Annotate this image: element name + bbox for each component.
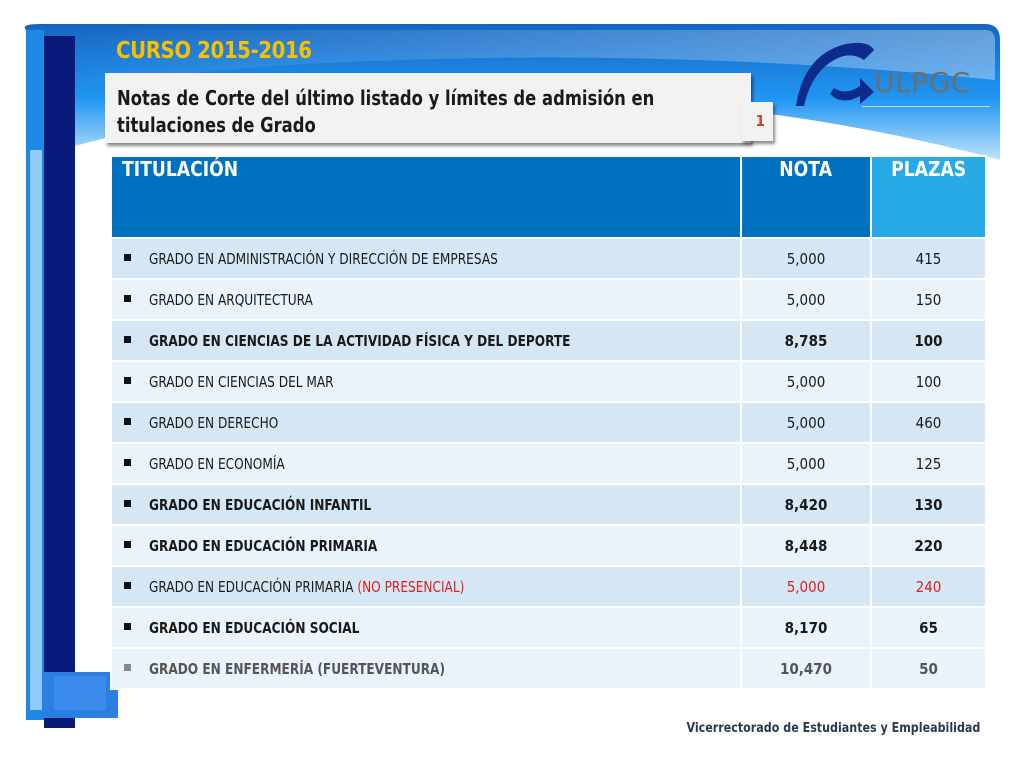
admission-table <box>110 155 987 690</box>
cell-nota: 8,170 <box>741 607 871 648</box>
cell-titulacion: GRADO EN ARQUITECTURA <box>111 279 741 320</box>
cell-plazas: 130 <box>871 484 986 525</box>
table-row <box>111 361 986 402</box>
table-row <box>111 402 986 443</box>
cell-titulacion: GRADO EN EDUCACIÓN PRIMARIA <box>111 525 741 566</box>
logo-divider <box>862 106 990 107</box>
slide-tab <box>741 102 773 141</box>
no-presencial-label: (NO PRESENCIAL) <box>357 577 465 596</box>
table-row <box>111 279 986 320</box>
table-row <box>111 566 986 607</box>
cell-plazas: 220 <box>871 525 986 566</box>
table-row <box>111 525 986 566</box>
cell-plazas: 100 <box>871 320 986 361</box>
table-row <box>111 320 986 361</box>
cell-titulacion: GRADO EN EDUCACIÓN INFANTIL <box>111 484 741 525</box>
column-header-titulacion: TITULACIÓN <box>111 156 741 238</box>
course-title: CURSO 2015-2016 <box>116 38 312 64</box>
cell-plazas: 65 <box>871 607 986 648</box>
cell-nota: 5,000 <box>741 238 871 279</box>
cell-nota: 5,000 <box>741 402 871 443</box>
cell-plazas: 100 <box>871 361 986 402</box>
cell-plazas: 240 <box>871 566 986 607</box>
cell-plazas: 50 <box>871 648 986 689</box>
cell-titulacion: GRADO EN ENFERMERÍA (FUERTEVENTURA) <box>111 648 741 689</box>
bullet-icon <box>124 623 131 630</box>
table-header-row <box>111 156 986 238</box>
table-row <box>111 648 986 689</box>
cell-titulacion: GRADO EN CIENCIAS DE LA ACTIVIDAD FÍSICA Y DEL DEPORTE <box>111 320 741 361</box>
subtitle-box <box>105 73 751 143</box>
bullet-icon <box>124 582 131 589</box>
cell-titulacion: GRADO EN DERECHO <box>111 402 741 443</box>
bullet-icon <box>124 500 131 507</box>
cell-plazas: 415 <box>871 238 986 279</box>
bullet-icon <box>124 254 131 261</box>
cell-titulacion: GRADO EN EDUCACIÓN PRIMARIA (NO PRESENCIAL) <box>111 566 741 607</box>
column-header-plazas: PLAZAS <box>871 156 986 238</box>
bullet-icon <box>124 418 131 425</box>
table-row <box>111 484 986 525</box>
cell-plazas: 125 <box>871 443 986 484</box>
cell-nota: 8,420 <box>741 484 871 525</box>
slide-subtitle: Notas de Corte del último listado y límites de admisión en titulaciones de Grado <box>117 86 655 137</box>
cell-nota: 5,000 <box>741 566 871 607</box>
slide-tab-number: 1 <box>755 112 765 130</box>
bullet-icon <box>124 295 131 302</box>
cell-plazas: 150 <box>871 279 986 320</box>
cell-titulacion: GRADO EN ADMINISTRACIÓN Y DIRECCIÓN DE EMPRESAS <box>111 238 741 279</box>
table-row <box>111 238 986 279</box>
column-header-nota: NOTA <box>741 156 871 238</box>
cell-nota: 10,470 <box>741 648 871 689</box>
bullet-icon <box>124 541 131 548</box>
table-row <box>111 443 986 484</box>
footer-text: Vicerrectorado de Estudiantes y Empleabilidad <box>686 721 980 736</box>
bullet-icon <box>124 377 131 384</box>
ulpgc-logo-text: ULPGC <box>874 66 971 99</box>
table-row <box>111 607 986 648</box>
cell-nota: 8,448 <box>741 525 871 566</box>
cell-titulacion: GRADO EN CIENCIAS DEL MAR <box>111 361 741 402</box>
cell-plazas: 460 <box>871 402 986 443</box>
bullet-icon <box>124 664 131 671</box>
bullet-icon <box>124 459 131 466</box>
cell-nota: 5,000 <box>741 361 871 402</box>
cell-nota: 8,785 <box>741 320 871 361</box>
cell-nota: 5,000 <box>741 279 871 320</box>
cell-titulacion: GRADO EN EDUCACIÓN SOCIAL <box>111 607 741 648</box>
cell-titulacion: GRADO EN ECONOMÍA <box>111 443 741 484</box>
bullet-icon <box>124 336 131 343</box>
cell-nota: 5,000 <box>741 443 871 484</box>
